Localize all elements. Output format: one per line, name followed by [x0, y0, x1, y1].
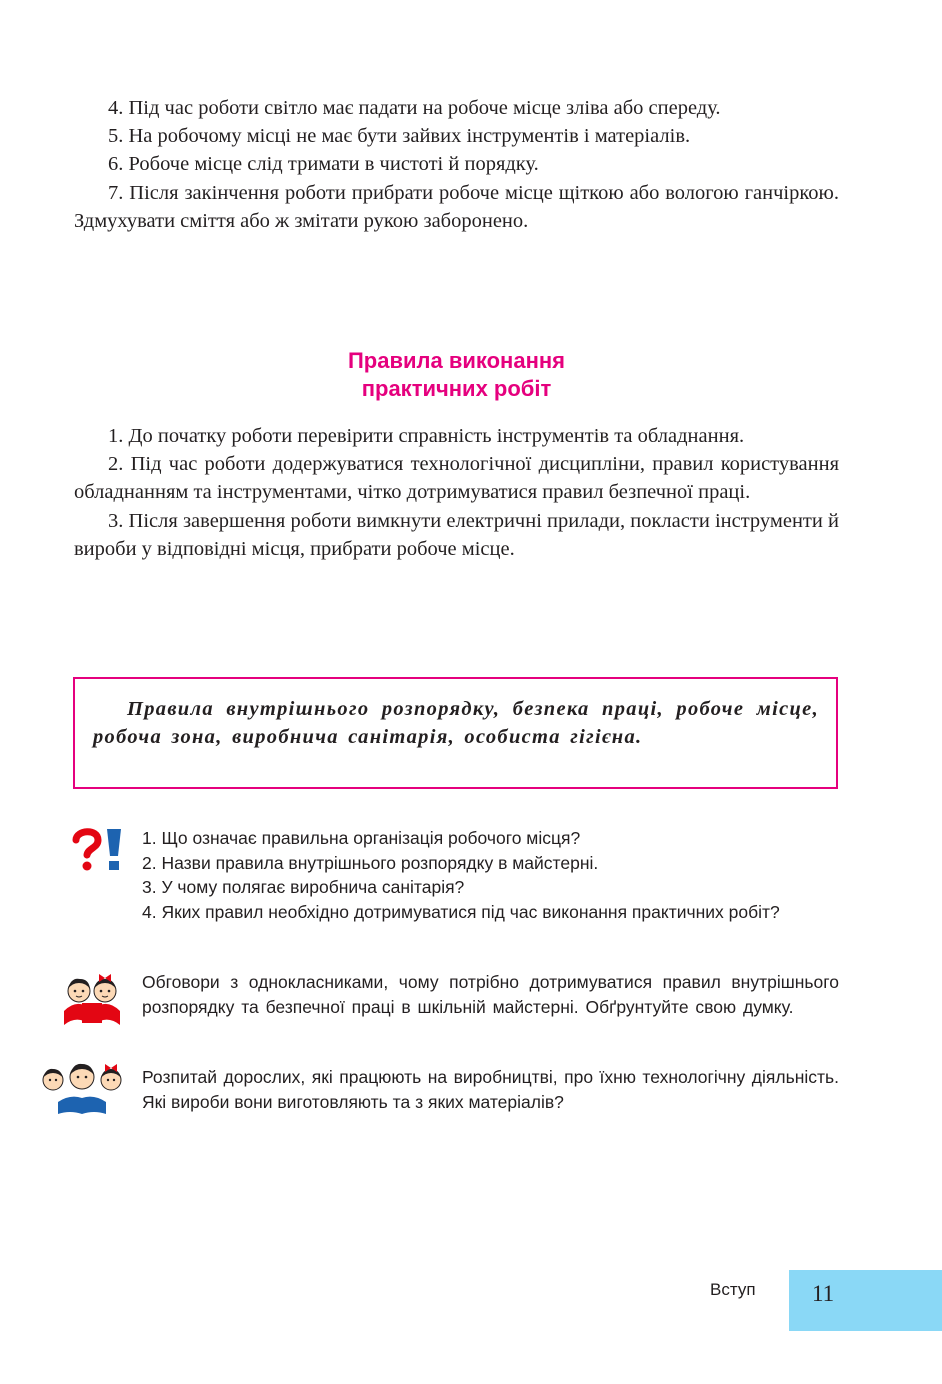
- section-heading: [74, 347, 839, 403]
- section-heading-line-2: практичних робіт: [361, 376, 552, 401]
- workplace-rule: 4. Під час роботи світло має падати на робоче місце зліва або спереду.: [108, 97, 721, 119]
- workplace-rule: 7. Після закінчення роботи прибрати робоче місце щіткою або вологою ганчіркою. Здмухувати сміття або ж змітати рукою заборонено.: [74, 181, 839, 232]
- workplace-rules-list: [74, 94, 839, 235]
- page-number: 11: [812, 1281, 835, 1306]
- questions-list: [142, 826, 839, 924]
- family-task-text: Розпитай дорослих, які працюють на виробництві, про їхню технологічну діяльність. Які вироби вони виготовляють та з яких матеріалів?: [142, 1067, 839, 1112]
- keywords-box: [73, 677, 838, 789]
- workplace-rule: 6. Робоче місце слід тримати в чистоті й порядку.: [108, 153, 539, 176]
- section-label: Вступ: [710, 1280, 756, 1299]
- workplace-rule: 5. На робочому місці не має бути зайвих інструментів і матеріалів.: [108, 125, 691, 148]
- question-item: 3. У чому полягає виробнича санітарія?: [142, 877, 465, 897]
- keywords-text: Правила внутрішнього розпорядку, безпека праці, робоче місце, робоча зона, виробнича санітарія, особиста гігієна.: [93, 698, 819, 748]
- family-reading-icon: [40, 1060, 124, 1116]
- two-children-reading-icon: [62, 969, 122, 1029]
- section-heading-line-1: Правила виконання: [347, 348, 565, 373]
- practical-rule: 2. Під час роботи додержуватися технологічної дисципліни, правил користування обладнанням та інструментами, чітко дотримуватися правил безпечної праці.: [74, 453, 839, 504]
- question-item: 2. Назви правила внутрішнього розпорядку в майстерні.: [142, 852, 599, 873]
- question-item: 4. Яких правил необхідно дотримуватися під час виконання практичних робіт?: [142, 901, 780, 922]
- question-item: 1. Що означає правильна організація робочого місця?: [142, 828, 581, 848]
- practical-rules-list: [74, 422, 839, 563]
- practical-rule: 3. Після завершення роботи вимкнути електричні прилади, покласти інструменти й вироби у відповідні місця, прибрати робоче місце.: [74, 509, 839, 560]
- discussion-task-text: Обговори з однокласниками, чому потрібно дотримуватися правил внутрішнього розпорядку та безпечної праці в шкільній майстерні. Обґрунтуйте свою думку.: [142, 972, 839, 1017]
- question-exclamation-icon: [72, 826, 126, 872]
- practical-rule: 1. До початку роботи перевірити справність інструментів та обладнання.: [108, 425, 745, 447]
